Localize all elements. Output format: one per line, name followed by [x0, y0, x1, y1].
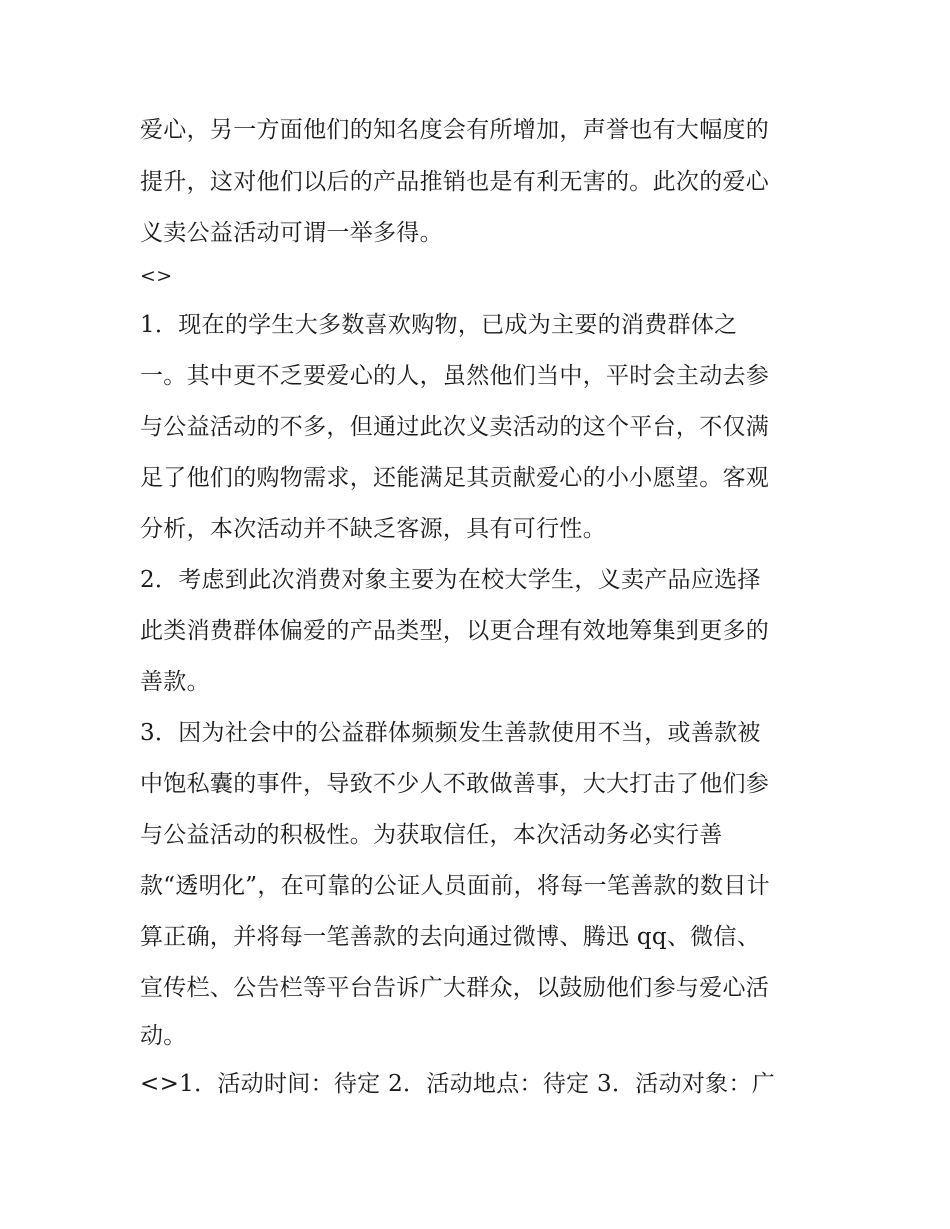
text-line: 款“透明化”，在可靠的公证人员面前，将每一笔善款的数目计 [140, 873, 770, 899]
text-line: 一。其中更不乏要爱心的人，虽然他们当中，平时会主动去参 [140, 363, 770, 389]
text-line: 足了他们的购物需求，还能满足其贡献爱心的小小愿望。客观 [140, 465, 770, 491]
text-line: 义卖公益活动可谓一举多得。 [140, 220, 443, 246]
text-line: 与公益活动的积极性。为获取信任，本次活动务必实行善 [140, 822, 723, 848]
text-line: 爱心，另一方面他们的知名度会有所增加，声誉也有大幅度的 [140, 117, 770, 143]
text-line: 与公益活动的不多，但通过此次义卖活动的这个平台，不仅满 [140, 414, 770, 440]
text-line: 分析，本次活动并不缺乏客源，具有可行性。 [140, 516, 606, 542]
text-line: 此类消费群体偏爱的产品类型，以更合理有效地筹集到更多的 [140, 618, 770, 644]
list-item: 2．考虑到此次消费对象主要为在校大学生，义卖产品应选择 [140, 567, 761, 593]
list-item: 1．现在的学生大多数喜欢购物，已成为主要的消费群体之 [140, 312, 738, 338]
text-line: 善款。 [140, 669, 210, 695]
text-line: 提升，这对他们以后的产品推销也是有利无害的。此次的爱心 [140, 169, 770, 195]
text-line: 中饱私囊的事件，导致不少人不敢做善事，大大打击了他们参 [140, 771, 770, 797]
text-line: 算正确，并将每一笔善款的去向通过微博、腾迅 qq、微信、 [140, 924, 761, 950]
text-line: 宣传栏、公告栏等平台告诉广大群众，以鼓励他们参与爱心活 [140, 975, 770, 1001]
list-item: 3．因为社会中的公益群体频频发生善款使用不当，或善款被 [140, 720, 761, 746]
text-line: <>1．活动时间：待定 2．活动地点：待定 3．活动对象：广 [140, 1071, 776, 1097]
section-marker: <> [140, 265, 173, 287]
text-line: 动。 [140, 1023, 187, 1049]
